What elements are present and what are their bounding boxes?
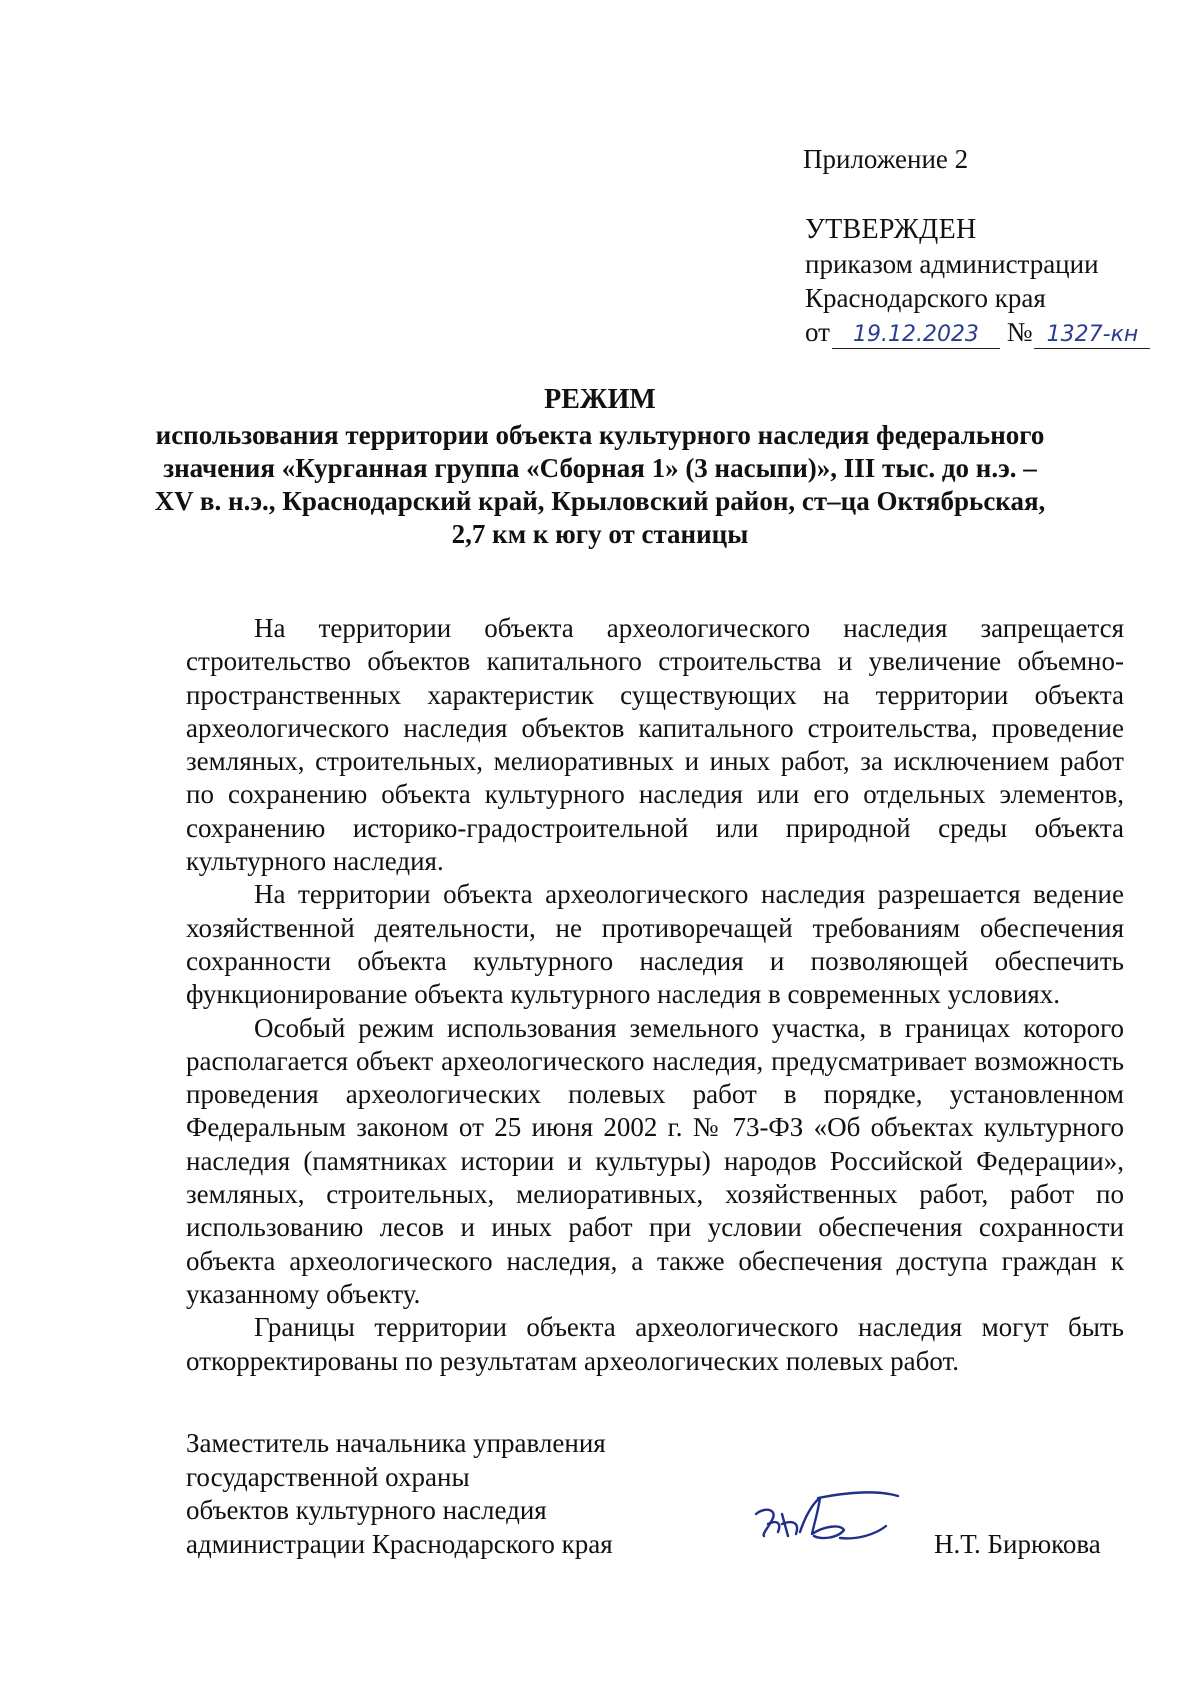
signer-position-line1: Заместитель начальника управления [186, 1428, 606, 1458]
signer-name: Н.Т. Бирюкова [934, 1529, 1101, 1559]
document-title [150, 383, 1050, 551]
signer-position-line2: государственной охраны [186, 1461, 470, 1492]
title-line-2: значения «Курганная группа «Сборная 1» (3 насыпи)», III тыс. до н.э. – [163, 453, 1037, 483]
order-date-prefix: от [805, 317, 830, 347]
appendix-label: Приложение 2 [803, 144, 969, 174]
approval-block [805, 213, 1150, 349]
handwritten-signature [748, 1484, 908, 1564]
title-line-4: 2,7 км к югу от станицы [451, 519, 749, 549]
signer-position-line3: объектов культурного наследия [186, 1495, 547, 1526]
order-date-handwritten: 19.12.2023 [832, 322, 1000, 349]
approval-order-line1: приказом администрации [805, 249, 1099, 279]
title-line-1: использования территории объекта культурного наследия федерального [155, 420, 1045, 450]
order-number-prefix: № [1006, 317, 1033, 347]
order-number-handwritten: 1327-кн [1034, 322, 1150, 349]
approval-order-line2: Краснодарского края [805, 283, 1046, 313]
signer-position [186, 1427, 613, 1561]
title-main: РЕЖИМ [544, 384, 656, 415]
body-paragraph-1: На территории объекта археологического наследия запрещается строительство объектов капитального строительства и увеличение объемно-пространственных характеристик существующих на территории объекта археологического наследия объектов капитального строительства, проведение земляных, строительных, мелиоративных и иных работ, за исключением работ по сохранению объекта культурного наследия или его отдельных элементов, сохранению историко-градостроительной или природной среды объекта культурного наследия. [186, 613, 1124, 877]
body-paragraph-4: Границы территории объекта археологического наследия могут быть откорректированы по результатам археологических полевых работ. [186, 1312, 1124, 1376]
title-line-3: XV в. н.э., Краснодарский край, Крыловский район, ст–ца Октябрьская, [154, 486, 1046, 516]
signer-position-line4: администрации Краснодарского края [186, 1528, 613, 1559]
approval-order-details [805, 315, 1150, 349]
document-body [186, 612, 1124, 1378]
body-paragraph-2: На территории объекта археологического наследия разрешается ведение хозяйственной деятельности, не противоречащей требованиям обеспечения сохранности объекта культурного наследия и позволяющей обеспечить функционирование объекта культурного наследия в современных условиях. [186, 879, 1124, 1010]
approved-label: УТВЕРЖДЕН [805, 214, 977, 245]
body-paragraph-3: Особый режим использования земельного участка, в границах которого располагается объект археологического наследия, предусматривает возможность проведения археологических полевых работ в порядке, установленном Федеральным законом от 25 июня 2002 г. № 73-ФЗ «Об объектах культурного наследия (памятниках истории и культуры) народов Российской Федерации», земляных, строительных, мелиоративных, хозяйственных работ, работ по использованию лесов и иных работ при условии обеспечения сохранности объекта археологического наследия, а также обеспечения доступа граждан к указанному объекту. [186, 1012, 1124, 1309]
